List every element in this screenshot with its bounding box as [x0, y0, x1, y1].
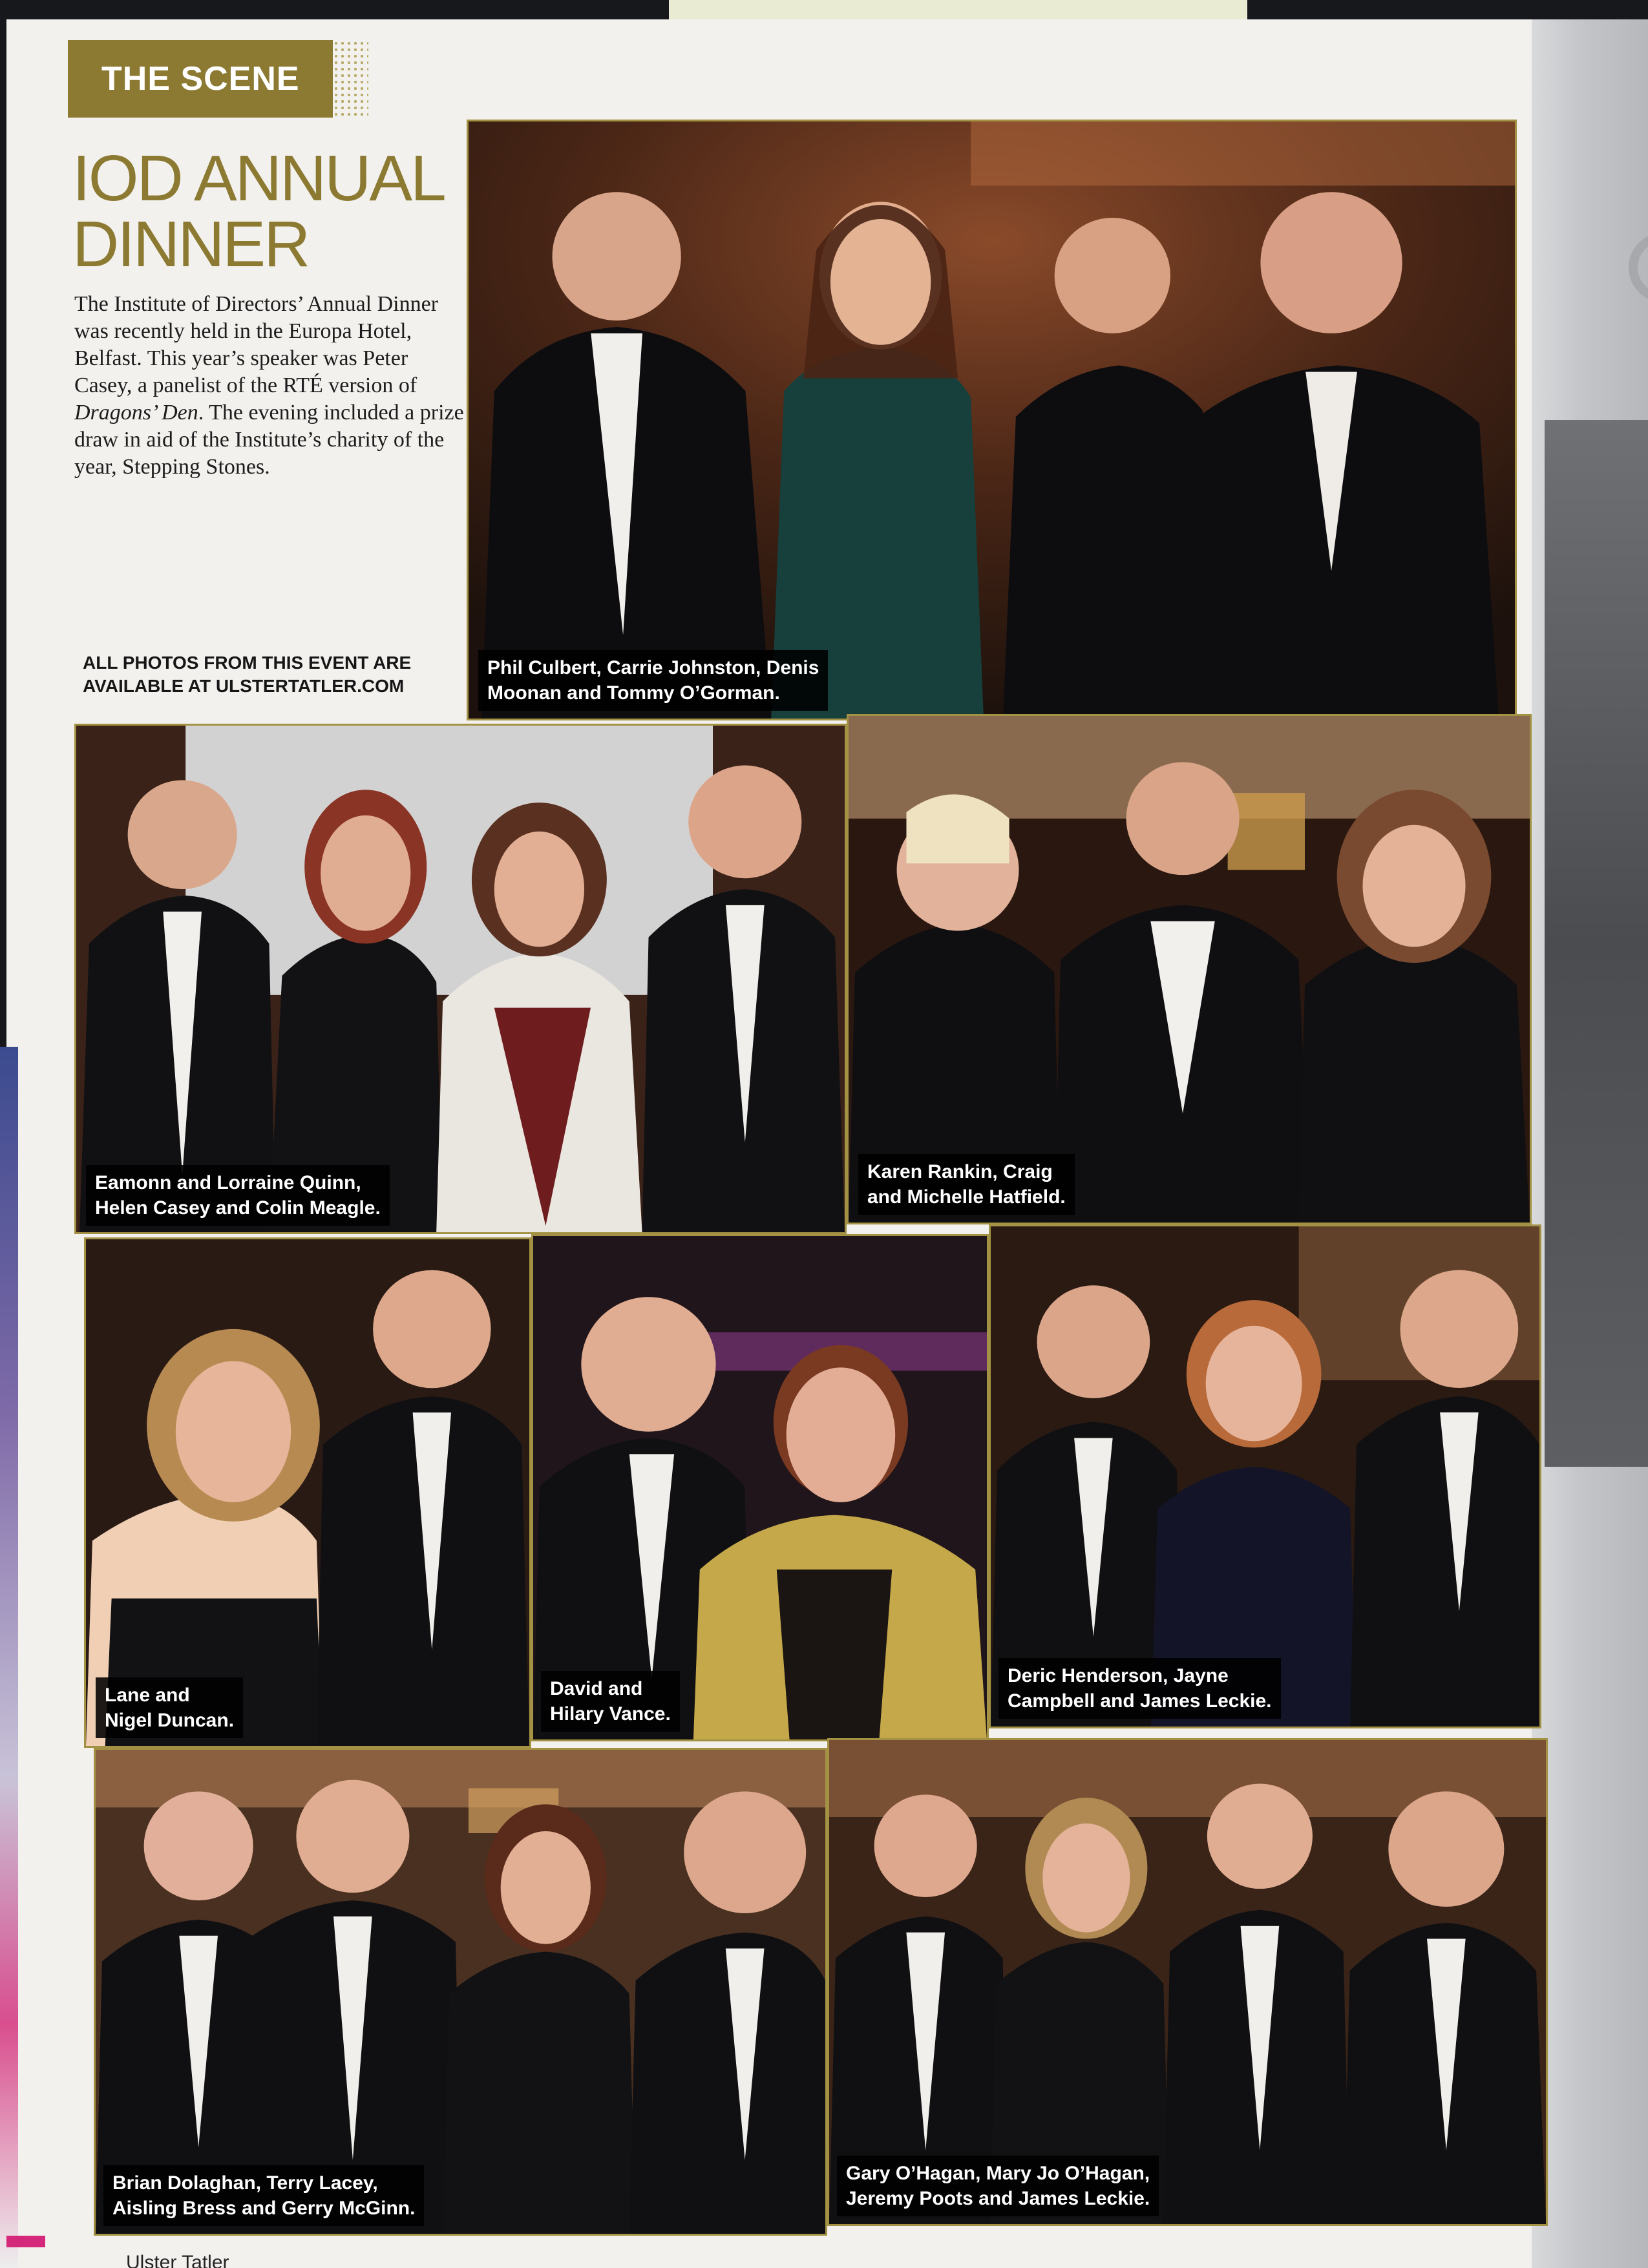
article-title-line-2: DINNER [72, 208, 309, 280]
event-photo-2 [74, 724, 847, 1234]
section-tag-label: THE SCENE [101, 60, 300, 98]
photo-1-caption: Phil Culbert, Carrie Johnston, Denis Moonan and Tommy O’Gorman. [478, 650, 828, 711]
photo-3-image [849, 716, 1530, 1223]
adjacent-page-photo [1545, 420, 1648, 1467]
photo-1-image [469, 121, 1515, 719]
adjacent-page-edge [1532, 19, 1648, 2268]
footer-magazine-name: Ulster Tatler [126, 2252, 229, 2268]
photo-8-image [829, 1740, 1546, 2224]
article-title [72, 142, 473, 280]
intro-paragraph [74, 291, 469, 481]
photo-credit: ALL PHOTOS FROM THIS EVENT ARE AVAILABLE AT ULSTERTATLER.COM [83, 653, 412, 696]
event-photo-6 [989, 1224, 1541, 1728]
photo-4-image [86, 1239, 529, 1746]
adjacent-cover-edge [0, 1047, 18, 2268]
photo-2-caption: Eamonn and Lorraine Quinn, Helen Casey and Colin Meagle. [86, 1165, 390, 1226]
intro-text-italic: Dragons’ Den [74, 401, 198, 425]
photo-4-caption: Lane and Nigel Duncan. [96, 1677, 243, 1738]
photo-7-caption: Brian Dolaghan, Terry Lacey, Aisling Bress and Gerry McGinn. [103, 2165, 424, 2226]
page-edge-mark [6, 2236, 45, 2247]
photo-5-caption: David and Hilary Vance. [541, 1671, 680, 1732]
photo-6-image [991, 1226, 1539, 1727]
event-photo-1 [467, 120, 1517, 720]
intro-text-end: . The evening included a prize draw in aid of the Institute’s charity of the year, Stepping Stones. [74, 401, 464, 479]
event-photo-7 [94, 1748, 827, 2236]
event-photo-3 [847, 714, 1532, 1224]
photo-5-image [533, 1236, 987, 1739]
photo-6-caption: Deric Henderson, Jayne Campbell and James Leckie. [998, 1658, 1281, 1719]
article-title-line-1: IOD ANNUAL [72, 142, 445, 215]
photo-3-caption: Karen Rankin, Craig and Michelle Hatfield. [858, 1154, 1075, 1215]
photo-2-image [76, 726, 845, 1232]
event-photo-5 [531, 1234, 989, 1741]
photo-7-image [96, 1750, 825, 2234]
adjacent-page-ring-graphic [1629, 233, 1648, 302]
photo-8-caption: Gary O’Hagan, Mary Jo O’Hagan, Jeremy Poots and James Leckie. [837, 2156, 1159, 2216]
intro-text-start: The Institute of Directors’ Annual Dinner was recently held in the Europa Hotel, Belfast. This year’s speaker was Peter Casey, a panelist of the RTÉ version of [74, 292, 439, 397]
section-tag [68, 40, 333, 118]
event-photo-4 [84, 1237, 531, 1748]
event-photo-8 [827, 1738, 1548, 2226]
section-tag-dots [333, 40, 368, 118]
